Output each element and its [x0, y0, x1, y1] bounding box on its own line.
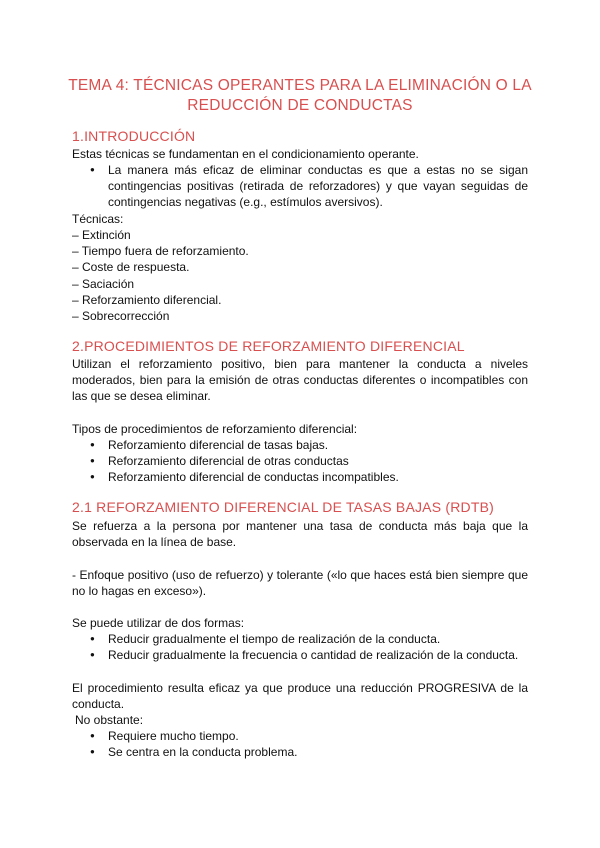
types-label: Tipos de procedimientos de reforzamiento diferencial: — [72, 422, 358, 436]
techniques-list — [72, 227, 249, 324]
list-item: ● La manera más eficaz de eliminar conductas es que a estas no se sigan contingencias positivas (retirada de reforzadores) y que vayan seguidas de contingencias negativas (e.g., estímulos aversivos). — [72, 162, 528, 211]
list-item: ● Reforzamiento diferencial de conductas incompatibles. — [72, 469, 528, 485]
rdtb-approach: - Enfoque positivo (uso de refuerzo) y tolerante («lo que haces está bien siempre que no lo hagas en exceso»). — [72, 568, 528, 599]
list-item: ● Requiere mucho tiempo. — [72, 728, 528, 744]
rdtb-effective: El procedimiento resulta eficaz ya que produce una reducción PROGRESIVA de la conducta. — [72, 681, 528, 712]
techniques-label: Técnicas: — [72, 212, 124, 226]
list-item: – Extinción — [72, 228, 131, 242]
forms-label: Se puede utilizar de dos formas: — [72, 616, 245, 630]
rdtb-paragraph: Se refuerza a la persona por mantener una tasa de conducta más baja que la observada en la línea de base. — [72, 519, 528, 550]
list-item: – Tiempo fuera de reforzamiento. — [72, 244, 249, 259]
list-item: – Coste de respuesta. — [72, 260, 190, 275]
rdtb-however: No obstante: — [75, 713, 144, 727]
list-item: ● Reducir gradualmente la frecuencia o cantidad de realización de la conducta. — [72, 647, 528, 663]
list-item: – Saciación — [72, 276, 135, 291]
list-item: ● Reforzamiento diferencial de tasas bajas. — [72, 437, 528, 453]
forms-list — [72, 631, 528, 663]
list-item: – Reforzamiento diferencial. — [72, 292, 222, 307]
intro-bullet-list — [72, 162, 528, 211]
heading-introduccion: 1.INTRODUCCIÓN — [72, 128, 196, 144]
intro-paragraph: Estas técnicas se fundamentan en el condicionamiento operante. — [72, 147, 419, 161]
heading-rdtb: 2.1 REFORZAMIENTO DIFERENCIAL DE TASAS BAJAS (RDTB) — [72, 499, 494, 515]
heading-procedimientos: 2.PROCEDIMIENTOS DE REFORZAMIENTO DIFERENCIAL — [72, 338, 465, 354]
types-list — [72, 437, 528, 486]
list-item: – Sobrecorrección — [72, 309, 170, 324]
document-title: TEMA 4: TÉCNICAS OPERANTES PARA LA ELIMINACIÓN O LA REDUCCIÓN DE CONDUCTAS — [68, 77, 532, 114]
diferencial-paragraph: Utilizan el reforzamiento positivo, bien para mantener la conducta a niveles moderados, bien para la emisión de otras conductas diferentes o incompatibles con las que se desea eliminar. — [72, 357, 528, 404]
list-item: ● Se centra en la conducta problema. — [72, 744, 528, 760]
list-item: ● Reforzamiento diferencial de otras conductas — [72, 453, 528, 469]
drawbacks-list — [72, 728, 528, 760]
list-item: ● Reducir gradualmente el tiempo de realización de la conducta. — [72, 631, 528, 647]
